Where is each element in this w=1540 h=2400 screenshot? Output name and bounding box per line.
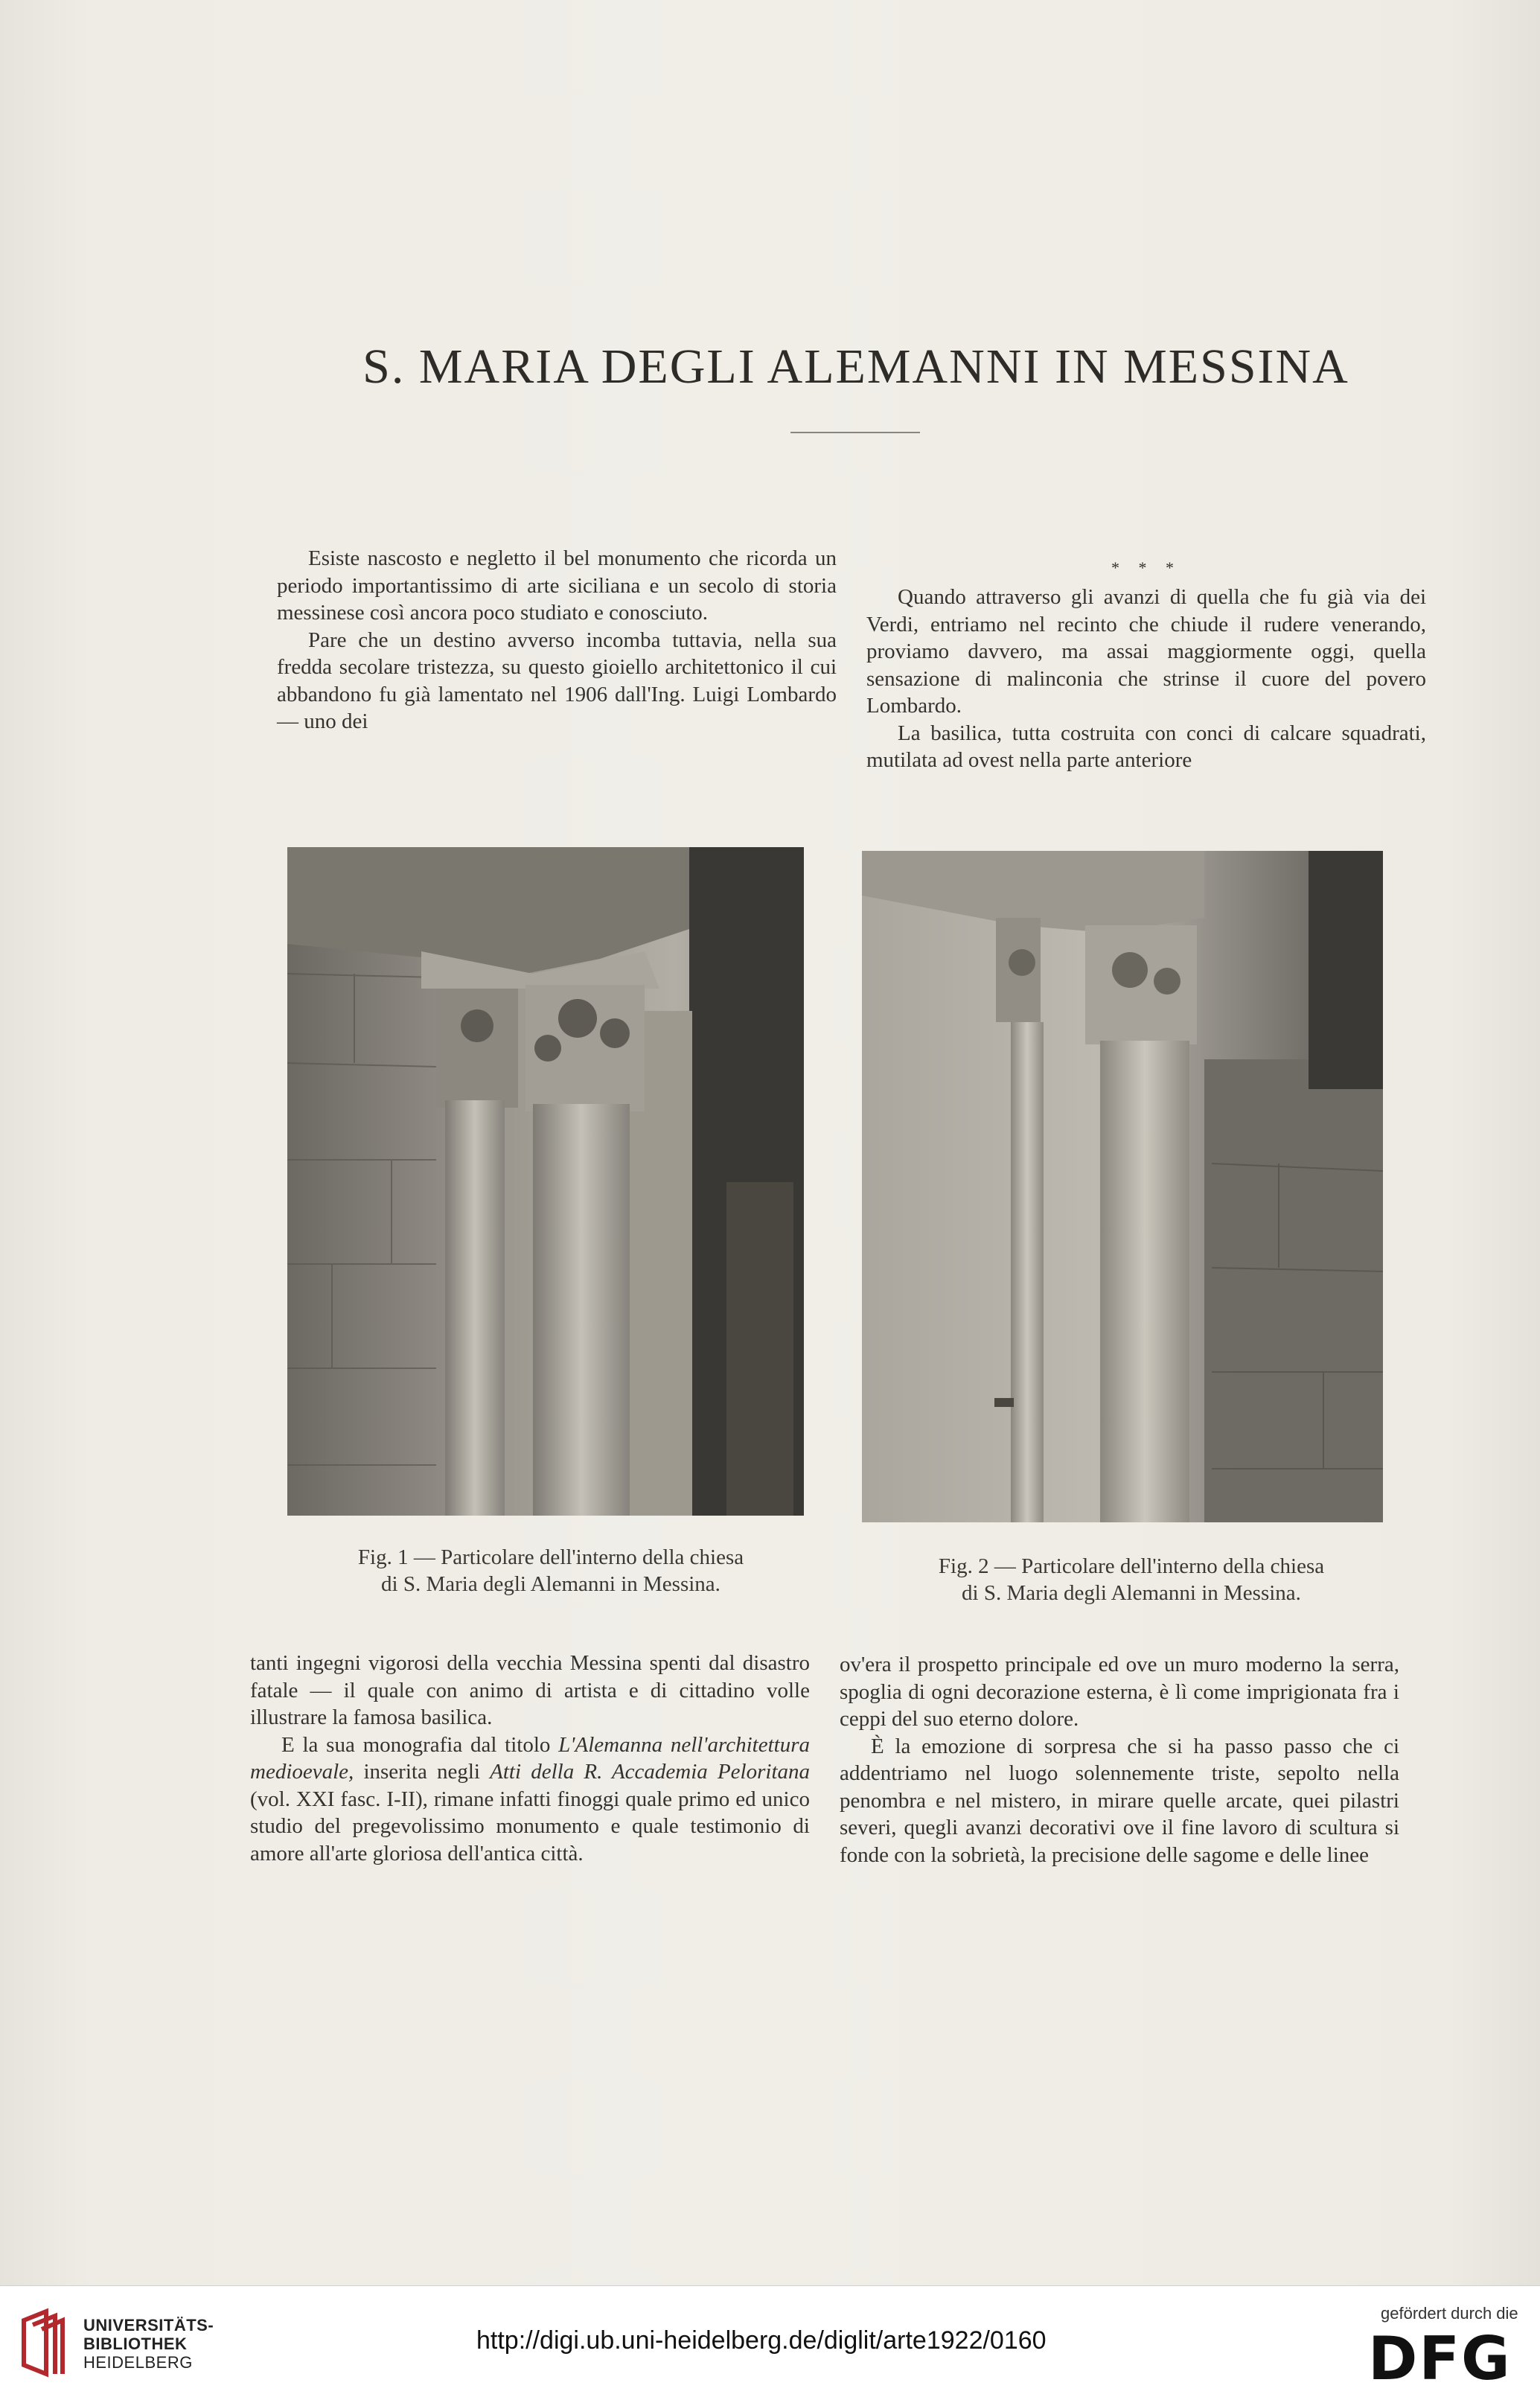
paragraph: La basilica, tutta costruita con conci di calcare squadrati, mutilata ad ovest nella parte anteriore	[866, 721, 1426, 772]
digitization-footer	[0, 2285, 1540, 2400]
permalink-url[interactable]: http://digi.ub.uni-heidelberg.de/diglit/arte1922/0160	[476, 2326, 1047, 2355]
monograph-title: L'Alemanna nell'architettura medioevale,	[250, 1732, 810, 1784]
paragraph: Quando attraverso gli avanzi di quella che fu già via dei Verdi, entriamo nel recinto che chiude il rudere venerando, proviamo davvero, ma assai maggiormente oggi, quella sensazione di malinconia che strinse il cuore del povero Lombardo.	[866, 585, 1426, 718]
paragraph: tanti ingegni vigorosi della vecchia Messina spenti dal disastro fatale — il quale con animo di artista e di cittadino volle illustrare la famosa basilica.	[250, 1651, 810, 1729]
article-title: S. MARIA DEGLI ALEMANNI IN MESSINA	[362, 339, 1349, 394]
figure-1-caption: Fig. 1 — Particolare dell'interno della chiesa di S. Maria degli Alemanni in Messina.	[357, 1545, 744, 1596]
column-left-bottom	[250, 1650, 810, 1867]
university-library-name[interactable]: UNIVERSITÄTS- BIBLIOTHEK HEIDELBERG	[83, 2316, 214, 2372]
column-right-top	[866, 557, 1426, 774]
university-library-logo-icon[interactable]	[16, 2305, 70, 2380]
figure-2-photo	[862, 851, 1383, 1522]
title-rule	[790, 432, 920, 433]
paragraph: È la emozione di sorpresa che si ha passo passo che ci addentriamo nel luogo solennemente triste, sepolto nella penombra e nel mistero, in mirare quelle arcate, quei pilastri severi, quegli avanzi decorativi ove il fine lavoro di scultura si fonde con la sobrietà, la precisione delle sagome e delle linee	[840, 1734, 1399, 1867]
figure-2-caption: Fig. 2 — Particolare dell'interno della chiesa di S. Maria degli Alemanni in Messina.	[938, 1554, 1325, 1605]
figure-1-photo	[287, 847, 804, 1516]
journal-title: Atti della R. Accademia Peloritana	[490, 1760, 811, 1784]
paragraph: Pare che un destino avverso incomba tuttavia, nella sua fredda secolare tristezza, su questo gioiello architettonico il cui abbandono fu già lamentato nel 1906 dall'Ing. Luigi Lombardo — uno dei	[277, 628, 837, 733]
paragraph: Esiste nascosto e negletto il bel monumento che ricorda un periodo importantissimo di arte siciliana e un secolo di storia messinese così ancora poco studiato e conosciuto.	[277, 546, 837, 625]
section-separator: * * *	[1111, 558, 1181, 577]
paragraph: ov'era il prospetto principale ed ove un muro moderno la serra, spoglia di ogni decorazione esterna, è lì come imprigionata fra i ceppi del suo eterno dolore.	[840, 1653, 1399, 1731]
column-left-top	[277, 545, 837, 735]
funded-by-label: gefördert durch die	[1381, 2304, 1518, 2323]
paragraph: E la sua monografia dal titolo L'Alemanna nell'architettura medioevale, inserita negli Atti della R. Accademia Peloritana (vol. XXI fasc. I-II), rimane infatti finoggi quale primo ed unico studio del pregevolissimo monumento e quale testimonio di amore all'arte gloriosa dell'antica città.	[250, 1732, 811, 1866]
column-right-bottom	[840, 1651, 1399, 1868]
dfg-logo[interactable]: DFG	[1368, 2324, 1512, 2393]
